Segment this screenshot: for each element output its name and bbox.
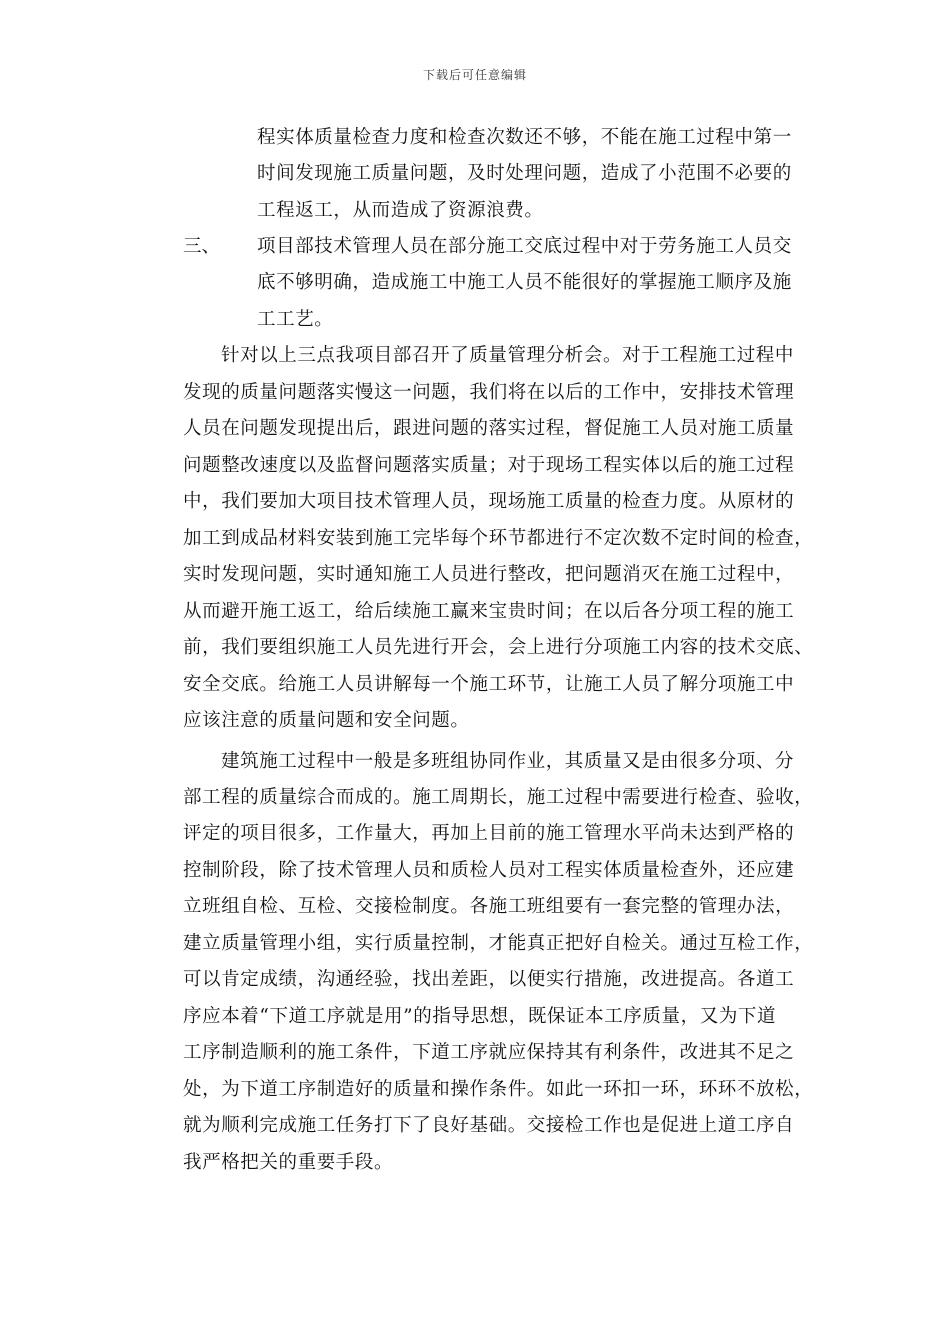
text-line: 序应本着“下道工序就是用”的指导思想，既保证本工序质量，又为下道	[183, 1006, 777, 1027]
text-line: 工序制造顺利的施工条件，下道工序就应保持其有利条件，改进其不足之	[183, 1042, 795, 1063]
page-header-note: 下载后可任意编辑	[422, 68, 527, 82]
text-line: 应该注意的质量问题和安全问题。	[183, 710, 470, 731]
text-line: 从而避开施工返工，给后续施工赢来宝贵时间；在以后各分项工程的施工	[183, 601, 795, 622]
text-line: 部工程的质量综合而成的。施工周期长，施工过程中需要进行检查、验收，	[183, 787, 814, 808]
text-line: 发现的质量问题落实慢这一问题，我们将在以后的工作中，安排技术管理	[183, 382, 795, 403]
text-line: 中，我们要加大项目技术管理人员，现场施工质量的检查力度。从原材的	[183, 491, 795, 512]
text-line: 实时发现问题，实时通知施工人员进行整改，把问题消灭在施工过程中，	[183, 564, 795, 585]
text-line: 针对以上三点我项目部召开了质量管理分析会。对于工程施工过程中	[221, 345, 795, 366]
text-line: 建立质量管理小组，实行质量控制，才能真正把好自检关。通过互检工作，	[183, 933, 814, 954]
text-line: 就为顺利完成施工任务打下了良好基础。交接检工作也是促进上道工序自	[183, 1115, 795, 1136]
text-line: 加工到成品材料安装到施工完毕每个环节都进行不定次数不定时间的检查，	[183, 528, 814, 549]
text-line: 控制阶段，除了技术管理人员和质检人员对工程实体质量检查外，还应建	[183, 860, 795, 881]
text-line: 建筑施工过程中一般是多班组协同作业，其质量又是由很多分项、分	[221, 751, 795, 772]
text-line: 底不够明确，造成施工中施工人员不能很好的掌握施工顺序及施	[257, 272, 792, 293]
text-line: 程实体质量检查力度和检查次数还不够，不能在施工过程中第一	[257, 127, 792, 148]
text-line: 可以肯定成绩，沟通经验，找出差距，以便实行措施，改进提高。各道工	[183, 969, 795, 990]
text-line: 时间发现施工质量问题，及时处理问题，造成了小范围不必要的	[257, 163, 792, 184]
text-line: 项目部技术管理人员在部分施工交底过程中对于劳务施工人员交	[257, 236, 792, 257]
list-number: 三、	[183, 236, 221, 257]
text-line: 处，为下道工序制造好的质量和操作条件。如此一环扣一环，环环不放松，	[183, 1079, 814, 1100]
text-line: 工程返工，从而造成了资源浪费。	[257, 200, 544, 221]
text-line: 问题整改速度以及监督问题落实质量；对于现场工程实体以后的施工过程	[183, 455, 795, 476]
text-line: 评定的项目很多，工作量大，再加上目前的施工管理水平尚未达到严格的	[183, 823, 795, 844]
text-line: 人员在问题发现提出后，跟进问题的落实过程，督促施工人员对施工质量	[183, 418, 795, 439]
text-line: 安全交底。给施工人员讲解每一个施工环节，让施工人员了解分项施工中	[183, 674, 795, 695]
text-line: 立班组自检、互检、交接检制度。各施工班组要有一套完整的管理办法，	[183, 896, 795, 917]
text-line: 工工艺。	[257, 309, 334, 330]
text-line: 我严格把关的重要手段。	[183, 1152, 394, 1173]
text-line: 前，我们要组织施工人员先进行开会，会上进行分项施工内容的技术交底、	[183, 637, 814, 658]
